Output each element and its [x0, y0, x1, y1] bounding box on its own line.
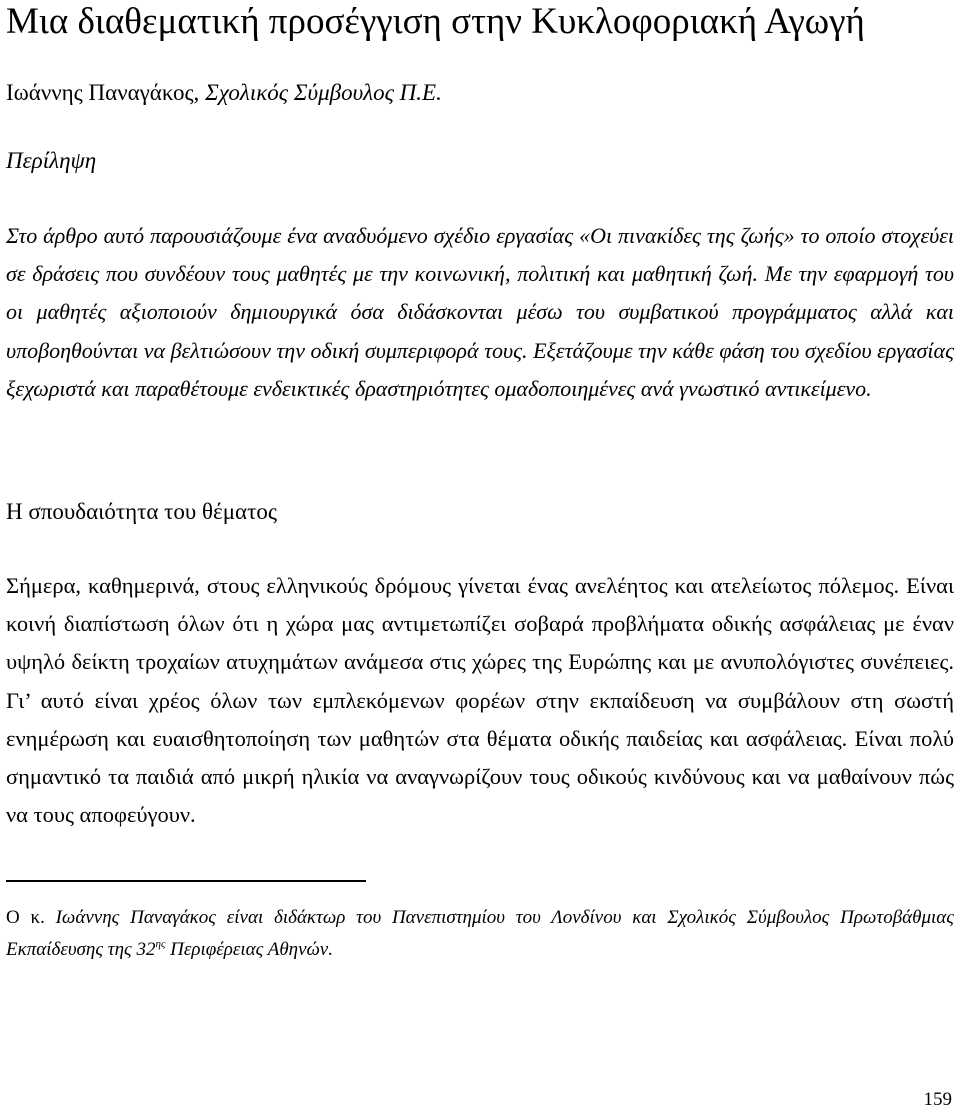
document-page [6, 0, 954, 1114]
page-number: 159 [923, 1089, 952, 1110]
footnote-text: Ιωάννης Παναγάκος είναι διδάκτωρ του Πανεπιστημίου του Λονδίνου και Σχολικός Σύμβουλος Πρωτοβάθμιας Εκπαίδευσης της 32 [6, 907, 954, 960]
author-affiliation: Σχολικός Σύμβουλος Π.Ε. [205, 80, 442, 105]
article-title: Μια διαθεματική προσέγγιση στην Κυκλοφοριακή Αγωγή [6, 1, 865, 42]
footnote-marker: Ο κ. [6, 907, 45, 928]
abstract-paragraph: Στο άρθρο αυτό παρουσιάζουμε ένα αναδυόμενο σχέδιο εργασίας «Οι πινακίδες της ζωής» το οποίο στοχεύει σε δράσεις που συνδέουν τους μαθητές με την κοινωνική, πολιτική και μαθητική ζωή. Με την εφαρμογή του οι μαθητές αξιοποιούν δημιουργικά όσα διδάσκονται μέσω του συμβατικού προγράμματος αλλά και υποβοηθούνται να βελτιώσουν την οδική συμπεριφορά τους. Εξετάζουμε την κάθε φάση του σχεδίου εργασίας ξεχωριστά και παραθέτουμε ενδεικτικές δραστηριότητες ομαδοποιημένες ανά γνωστικό αντικείμενο. [6, 223, 954, 401]
footnote-separator [6, 880, 366, 882]
section-paragraph: Σήμερα, καθημερινά, στους ελληνικούς δρόμους γίνεται ένας ανελέητος και ατελείωτος πόλεμος. Είναι κοινή διαπίστωση όλων ότι η χώρα μας αντιμετωπίζει σοβαρά προβλήματα οδικής ασφάλειας με έναν υψηλό δείκτη τροχαίων ατυχημάτων ανάμεσα στις χώρες της Ευρώπης και με ανυπολόγιστες συνέπειες. Γι’ αυτό είναι χρέος όλων των εμπλεκόμενων φορέων στην εκπαίδευση να συμβάλουν στη σωστή ενημέρωση και ευαισθητοποίηση των μαθητών στα θέματα οδικής παιδείας και ασφάλειας. Είναι πολύ σημαντικό τα παιδιά από μικρή ηλικία να αναγνωρίζουν τους οδικούς κινδύνους και να μαθαίνουν πώς να τους αποφεύγουν. [6, 573, 954, 828]
footnote-superscript: ης [155, 938, 166, 950]
footnote [6, 902, 954, 966]
author-name: Ιωάννης Παναγάκος, [6, 80, 200, 105]
author-line [6, 78, 442, 108]
abstract-heading: Περίληψη [6, 148, 97, 173]
footnote-text-end: Περιφέρειας Αθηνών. [165, 939, 333, 960]
section-heading: Η σπουδαιότητα του θέματος [6, 499, 277, 524]
